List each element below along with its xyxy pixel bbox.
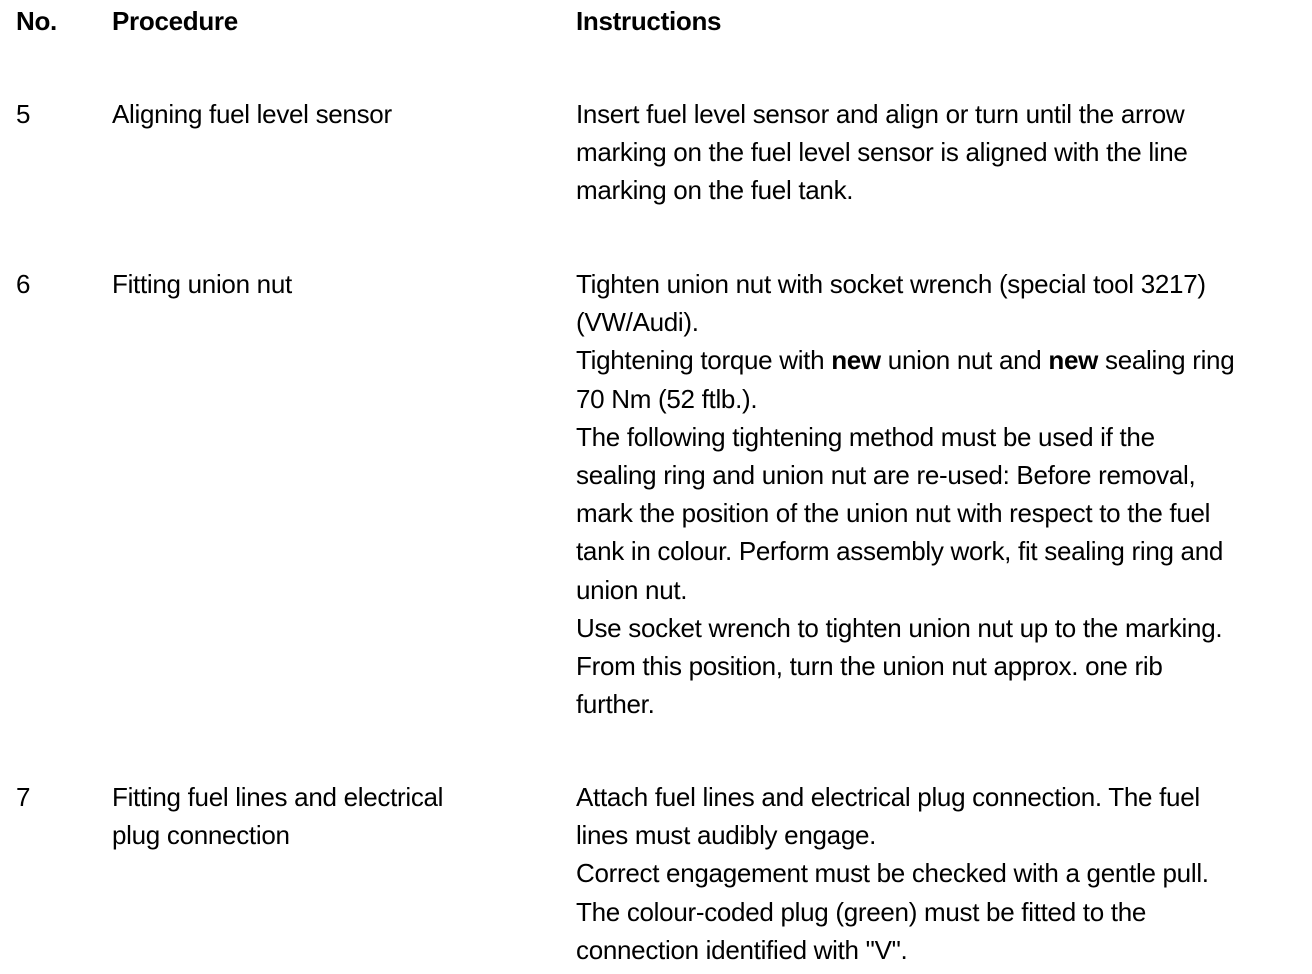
- row-5-instructions: [576, 95, 1188, 210]
- instruction-line: marking on the fuel level sensor is aligned with the line: [576, 137, 1188, 168]
- instruction-line: Tighten union nut with socket wrench (special tool 3217): [576, 269, 1206, 299]
- row-7-instructions: [576, 778, 1209, 969]
- row-6-procedure: [112, 265, 292, 303]
- emphasis-new-union-nut: new: [831, 345, 881, 376]
- row-6-instructions: [576, 265, 1234, 723]
- header-instructions: Instructions: [576, 6, 722, 36]
- torque-text-post: sealing ring: [1098, 345, 1235, 376]
- instruction-line: marking on the fuel tank.: [576, 175, 854, 206]
- instruction-line: 70 Nm (52 ftlb.).: [576, 383, 758, 414]
- instruction-line: sealing ring and union nut are re-used: Before removal,: [576, 460, 1196, 491]
- torque-text-pre: Tightening torque with: [576, 345, 832, 376]
- procedure-line: Fitting fuel lines and electrical: [112, 782, 444, 812]
- instruction-line: further.: [576, 689, 655, 720]
- instruction-line: Correct engagement must be checked with a gentle pull.: [576, 858, 1209, 889]
- row-7-procedure: [112, 778, 443, 854]
- instruction-line: Attach fuel lines and electrical plug connection. The fuel: [576, 782, 1200, 812]
- procedure-line: plug connection: [112, 820, 290, 851]
- instruction-line: mark the position of the union nut with respect to the fuel: [576, 498, 1211, 529]
- header-procedure: Procedure: [112, 6, 238, 36]
- row-6-number: 6: [16, 269, 31, 299]
- instruction-line: tank in colour. Perform assembly work, fit sealing ring and: [576, 536, 1224, 567]
- row-5-number: 5: [16, 99, 31, 129]
- row-5-procedure: [112, 95, 392, 133]
- instruction-line: union nut.: [576, 574, 688, 605]
- instruction-line: lines must audibly engage.: [576, 820, 877, 851]
- torque-text-mid: union nut and: [880, 345, 1049, 376]
- procedure-line: Fitting union nut: [112, 269, 292, 299]
- instruction-line: connection identified with "V".: [576, 934, 908, 965]
- instruction-line: Insert fuel level sensor and align or turn until the arrow: [576, 99, 1185, 129]
- instruction-line: The following tightening method must be used if the: [576, 421, 1155, 452]
- instruction-line: Use socket wrench to tighten union nut up to the marking.: [576, 612, 1223, 643]
- torque-line: [576, 341, 1234, 379]
- header-no: No.: [16, 6, 57, 36]
- emphasis-new-sealing-ring: new: [1048, 345, 1099, 376]
- instruction-line: The colour-coded plug (green) must be fitted to the: [576, 896, 1147, 927]
- instruction-line: From this position, turn the union nut approx. one rib: [576, 651, 1163, 682]
- instruction-line: (VW/Audi).: [576, 307, 699, 338]
- procedure-line: Aligning fuel level sensor: [112, 99, 392, 129]
- row-7-number: 7: [16, 782, 31, 812]
